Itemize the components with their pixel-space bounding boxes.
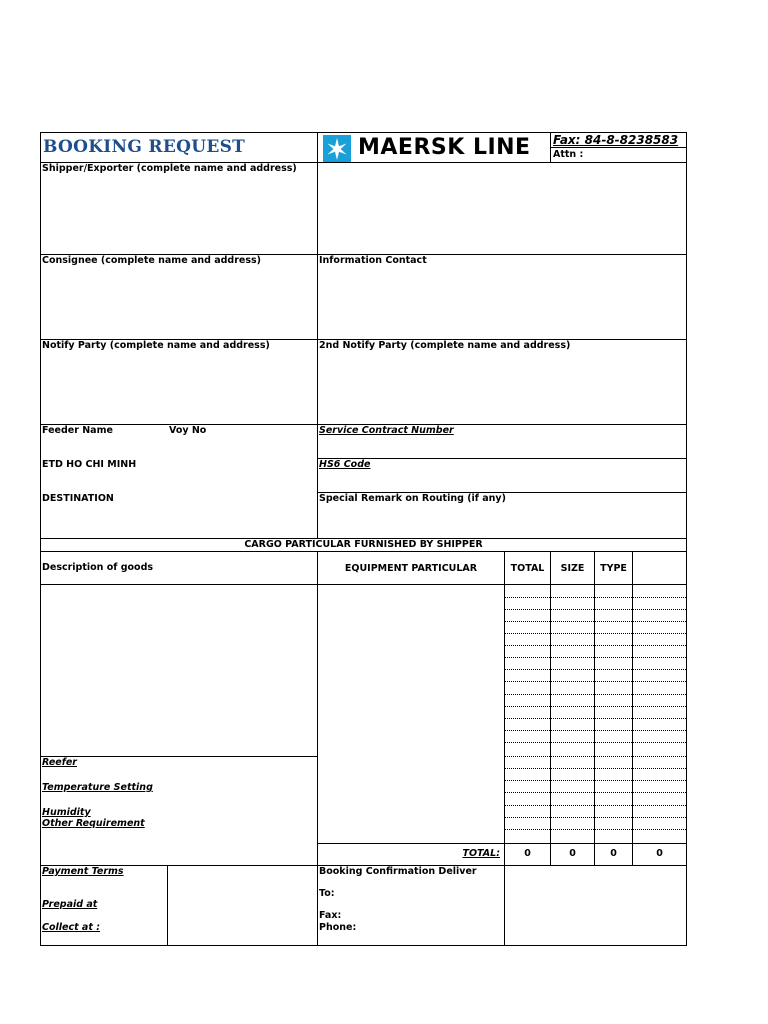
destination-label: DESTINATION: [42, 493, 114, 504]
payment-terms-label: Payment Terms: [42, 866, 124, 877]
confirmation-fax-label: Fax:: [319, 910, 342, 921]
total-type-value: 0: [610, 848, 617, 859]
total-count-value: 0: [524, 848, 531, 859]
confirmation-details-field[interactable]: [505, 866, 686, 945]
shipper-label: Shipper/Exporter (complete name and address): [42, 163, 297, 174]
second-notify-party-field[interactable]: [318, 340, 686, 424]
size-column-header: SIZE: [560, 563, 585, 574]
payment-terms-field[interactable]: [168, 866, 317, 945]
prepaid-at-label: Prepaid at: [42, 899, 98, 910]
shipper-field[interactable]: [41, 163, 317, 254]
feeder-voyage-field[interactable]: [41, 425, 317, 537]
equipment-grid-entries[interactable]: [505, 585, 686, 843]
reefer-requirements-field[interactable]: [41, 757, 317, 865]
hs6-code-field[interactable]: [318, 459, 686, 492]
voy-no-label: Voy No: [169, 425, 207, 436]
hs6-code-label: HS6 Code: [319, 459, 371, 470]
total-extra-value: 0: [656, 848, 663, 859]
etd-label: ETD HO CHI MINH: [42, 459, 137, 470]
description-of-goods-field[interactable]: [41, 585, 317, 756]
total-column-header: TOTAL: [510, 563, 545, 574]
information-contact-label: Information Contact: [319, 255, 427, 266]
cargo-section-title: CARGO PARTICULAR FURNISHED BY SHIPPER: [244, 539, 483, 550]
second-notify-party-label: 2nd Notify Party (complete name and address): [319, 340, 571, 351]
type-column-header: TYPE: [600, 563, 627, 574]
consignee-label: Consignee (complete name and address): [42, 255, 262, 266]
reefer-label: Reefer: [42, 757, 77, 768]
total-size-value: 0: [569, 848, 576, 859]
other-requirement-label: Other Requirement: [42, 818, 145, 829]
humidity-label: Humidity: [42, 807, 91, 818]
description-of-goods-label: Description of goods: [42, 562, 154, 573]
equipment-particular-field[interactable]: [318, 585, 504, 843]
notify-party-label: Notify Party (complete name and address): [42, 340, 270, 351]
special-remark-field[interactable]: [318, 493, 686, 538]
feeder-name-label: Feeder Name: [42, 425, 113, 436]
total-row-label: TOTAL:: [462, 848, 500, 859]
fax-number: Fax: 84-8-8238583: [553, 133, 679, 147]
equipment-particular-header: EQUIPMENT PARTICULAR: [344, 563, 478, 574]
confirmation-phone-label: Phone:: [319, 922, 357, 933]
temperature-setting-label: Temperature Setting: [42, 782, 153, 793]
consignee-field[interactable]: [41, 255, 317, 339]
notify-party-field[interactable]: [41, 340, 317, 424]
header-info-field[interactable]: [318, 163, 686, 254]
information-contact-field[interactable]: [318, 255, 686, 339]
collect-at-label: Collect at :: [42, 922, 100, 933]
attn-label: Attn :: [553, 149, 584, 160]
special-remark-label: Special Remark on Routing (if any): [319, 493, 506, 504]
maersk-line-logo-text: MAERSK LINE: [358, 135, 531, 160]
form-title: BOOKING REQUEST: [43, 137, 246, 157]
service-contract-field[interactable]: [318, 425, 686, 458]
booking-confirmation-label: Booking Confirmation Deliver: [319, 866, 477, 877]
maersk-star-logo-icon: [323, 135, 351, 163]
service-contract-label: Service Contract Number: [319, 425, 454, 436]
confirmation-to-label: To:: [319, 888, 335, 899]
